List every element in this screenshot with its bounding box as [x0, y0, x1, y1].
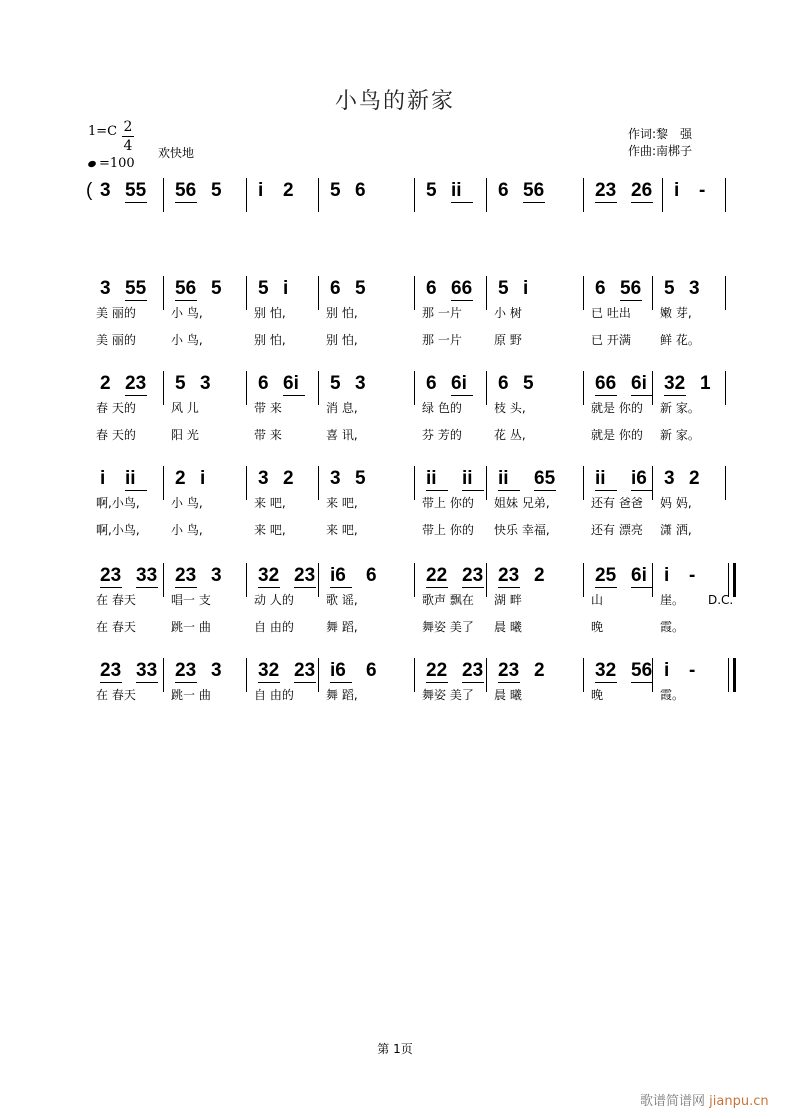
beam-underline	[664, 395, 686, 396]
lyric: 崖。	[660, 593, 685, 607]
barline	[318, 466, 319, 500]
note: ii	[595, 468, 606, 489]
lyric: 喜 讯,	[326, 428, 358, 442]
open-paren: (	[86, 180, 93, 201]
lyric: 舞姿 美了	[422, 688, 474, 702]
note: 32	[595, 660, 617, 681]
lyric: 晨 曦	[494, 688, 522, 702]
barline	[733, 563, 736, 597]
lyric: 已 开满	[591, 333, 631, 347]
barline	[662, 178, 663, 212]
note: 5	[211, 278, 222, 299]
note: 2	[534, 660, 545, 681]
beam-underline	[175, 682, 197, 683]
barline	[652, 276, 653, 310]
barline	[583, 563, 584, 597]
barline	[583, 466, 584, 500]
barline	[486, 658, 487, 692]
lyric: 还有 爸爸	[591, 496, 643, 510]
beam-underline	[631, 587, 653, 588]
note: -	[689, 565, 696, 586]
lyric: 别 怕,	[326, 306, 358, 320]
note: 6	[498, 180, 509, 201]
lyric: 小 鸟,	[171, 306, 203, 320]
note: i	[664, 565, 670, 586]
beam-underline	[595, 682, 617, 683]
key-signature: 1=C	[88, 124, 118, 139]
beam-underline	[451, 202, 473, 203]
lyric: 唱一 支	[171, 593, 211, 607]
lyric: 带 来	[254, 428, 282, 442]
lyric: 跳一 曲	[171, 620, 211, 634]
lyric: 来 吧,	[326, 523, 358, 537]
barline	[725, 178, 726, 212]
lyric: 快乐 幸福,	[494, 523, 550, 537]
lyric: 舞 蹈,	[326, 688, 358, 702]
lyric: 风 儿	[171, 401, 199, 415]
expression-marking: 欢快地	[158, 146, 195, 160]
barline	[486, 563, 487, 597]
beam-underline	[175, 300, 197, 301]
note: 23	[100, 565, 122, 586]
lyric: 霞。	[660, 620, 685, 634]
note: 5	[523, 373, 534, 394]
barline	[414, 658, 415, 692]
note: 26	[631, 180, 653, 201]
beam-underline	[100, 587, 122, 588]
barline	[246, 178, 247, 212]
note: 6i	[631, 373, 647, 394]
note: 5	[426, 180, 437, 201]
note: 3	[100, 180, 111, 201]
barline	[414, 276, 415, 310]
barline	[652, 658, 653, 692]
note: 3	[689, 278, 700, 299]
lyric: 湖 畔	[494, 593, 522, 607]
note: 32	[258, 565, 280, 586]
lyric: 妈 妈,	[660, 496, 692, 510]
note: 23	[462, 565, 484, 586]
barline	[246, 276, 247, 310]
beam-underline	[283, 395, 305, 396]
credits	[628, 126, 692, 160]
note: 65	[534, 468, 556, 489]
lyric: 山	[591, 593, 604, 607]
barline	[733, 658, 736, 692]
lyric: 小 树	[494, 306, 522, 320]
barline	[163, 276, 164, 310]
note: 23	[100, 660, 122, 681]
barline	[318, 178, 319, 212]
watermark-en: jianpu.cn	[709, 1094, 769, 1109]
lyric: 别 怕,	[254, 333, 286, 347]
note: 3	[211, 565, 222, 586]
lyric: 来 吧,	[254, 523, 286, 537]
barline	[246, 371, 247, 405]
lyric: 在 春天	[96, 620, 136, 634]
lyric: 鲜 花。	[660, 333, 700, 347]
lyric: 歌声 飘在	[422, 593, 474, 607]
lyric: 带上 你的	[422, 523, 474, 537]
beam-underline	[631, 490, 653, 491]
note: 56	[175, 278, 197, 299]
note: 5	[355, 468, 366, 489]
note: 3	[258, 468, 269, 489]
beam-underline	[498, 587, 520, 588]
note: 5	[211, 180, 222, 201]
note: 2	[689, 468, 700, 489]
beam-underline	[330, 682, 352, 683]
watermark-cn: 歌谱简谱网	[640, 1094, 706, 1109]
beam-underline	[620, 300, 642, 301]
note: 23	[175, 565, 197, 586]
lyric: 新 家。	[660, 428, 700, 442]
note: 33	[136, 565, 158, 586]
lyric: 来 吧,	[254, 496, 286, 510]
beam-underline	[451, 395, 473, 396]
barline	[583, 276, 584, 310]
beam-underline	[462, 587, 484, 588]
note: 2	[175, 468, 186, 489]
barline	[725, 466, 726, 500]
lyric: 还有 漂亮	[591, 523, 643, 537]
note: 3	[664, 468, 675, 489]
note: 3	[211, 660, 222, 681]
beam-underline	[595, 490, 617, 491]
lyric: 美 丽的	[96, 306, 136, 320]
beam-underline	[125, 490, 147, 491]
lyric: 自 由的	[254, 688, 294, 702]
beam-underline	[462, 490, 484, 491]
lyric: 枝 头,	[494, 401, 526, 415]
beam-underline	[330, 587, 352, 588]
beam-underline	[175, 202, 197, 203]
note: 6	[258, 373, 269, 394]
lyric: 带 来	[254, 401, 282, 415]
beam-underline	[498, 682, 520, 683]
quarter-note-icon	[87, 160, 97, 168]
note: 33	[136, 660, 158, 681]
barline	[652, 563, 653, 597]
beam-underline	[534, 490, 556, 491]
note: i	[200, 468, 206, 489]
barline	[246, 466, 247, 500]
barline	[652, 466, 653, 500]
note: i	[523, 278, 529, 299]
beam-underline	[595, 395, 617, 396]
note: ii	[426, 468, 437, 489]
barline	[318, 658, 319, 692]
beam-underline	[631, 395, 653, 396]
note: 23	[175, 660, 197, 681]
lyric: 阳 光	[171, 428, 199, 442]
lyric: 绿 色的	[422, 401, 462, 415]
note: 23	[462, 660, 484, 681]
note: 55	[125, 180, 147, 201]
lyricist: 作词:黎 强	[628, 127, 693, 141]
note: 23	[498, 565, 520, 586]
beam-underline	[426, 682, 448, 683]
note: i	[283, 278, 289, 299]
note: i	[258, 180, 264, 201]
note: i6	[631, 468, 647, 489]
lyric: 芬 芳的	[422, 428, 462, 442]
barline	[583, 178, 584, 212]
note: 6	[426, 278, 437, 299]
lyric: 在 春天	[96, 688, 136, 702]
barline	[728, 563, 729, 597]
note: 3	[100, 278, 111, 299]
note: 6	[355, 180, 366, 201]
lyric: 小 鸟,	[171, 496, 203, 510]
beam-underline	[595, 587, 617, 588]
watermark	[640, 1090, 769, 1109]
lyric: 新 家。	[660, 401, 700, 415]
barline	[486, 466, 487, 500]
lyric: 那 一片	[422, 333, 462, 347]
note: 6	[366, 565, 377, 586]
lyric: 春 天的	[96, 401, 136, 415]
barline	[486, 178, 487, 212]
barline	[163, 658, 164, 692]
lyric: 别 怕,	[254, 306, 286, 320]
beam-underline	[631, 202, 653, 203]
note: 56	[631, 660, 653, 681]
barline	[163, 178, 164, 212]
note: 5	[330, 180, 341, 201]
beam-underline	[426, 587, 448, 588]
note: 2	[283, 468, 294, 489]
note: 32	[664, 373, 686, 394]
note: 5	[258, 278, 269, 299]
lyric: 歌 谣,	[326, 593, 358, 607]
beam-underline	[426, 490, 448, 491]
lyric: 啊,小鸟,	[96, 496, 140, 510]
lyric: 晚	[591, 620, 604, 634]
barline	[163, 466, 164, 500]
lyric: 自 由的	[254, 620, 294, 634]
barline	[414, 371, 415, 405]
note: 66	[595, 373, 617, 394]
composer: 作曲:南梆子	[628, 144, 693, 158]
tempo-marking	[88, 156, 135, 171]
lyric: 花 丛,	[494, 428, 526, 442]
barline	[163, 563, 164, 597]
lyric: 小 鸟,	[171, 523, 203, 537]
lyric: 舞 蹈,	[326, 620, 358, 634]
note: 5	[498, 278, 509, 299]
note: 5	[355, 278, 366, 299]
lyric: 潇 洒,	[660, 523, 692, 537]
lyric: 已 吐出	[591, 306, 631, 320]
beam-underline	[258, 587, 280, 588]
beam-underline	[451, 300, 473, 301]
lyric: 在 春天	[96, 593, 136, 607]
note: 32	[258, 660, 280, 681]
barline	[318, 371, 319, 405]
note: ii	[462, 468, 473, 489]
barline	[414, 563, 415, 597]
lyric: 别 怕,	[326, 333, 358, 347]
note: 6	[366, 660, 377, 681]
lyric: 姐妹 兄弟,	[494, 496, 550, 510]
song-title: 小鸟的新家	[334, 89, 455, 114]
note: 56	[620, 278, 642, 299]
note: 5	[664, 278, 675, 299]
beam-underline	[498, 490, 520, 491]
note: 56	[523, 180, 545, 201]
time-sig-bottom: 4	[123, 138, 133, 154]
note: 3	[200, 373, 211, 394]
note: 6i	[283, 373, 299, 394]
lyric: 就是 你的	[591, 428, 643, 442]
barline	[246, 563, 247, 597]
beam-underline	[125, 202, 147, 203]
lyric: 就是 你的	[591, 401, 643, 415]
beam-underline	[125, 395, 147, 396]
note: 23	[125, 373, 147, 394]
beam-underline	[631, 682, 653, 683]
beam-underline	[136, 587, 158, 588]
beam-underline	[125, 300, 147, 301]
beam-underline	[294, 587, 316, 588]
barline	[583, 371, 584, 405]
note: ii	[498, 468, 509, 489]
note: -	[699, 180, 706, 201]
barline	[486, 276, 487, 310]
beam-underline	[523, 202, 545, 203]
lyric: 来 吧,	[326, 496, 358, 510]
barline	[725, 276, 726, 310]
lyric: 消 息,	[326, 401, 358, 415]
note: 3	[330, 468, 341, 489]
note: 56	[175, 180, 197, 201]
lyric: 美 丽的	[96, 333, 136, 347]
note: 5	[330, 373, 341, 394]
lyric: 晚	[591, 688, 604, 702]
note: 6	[595, 278, 606, 299]
beam-underline	[136, 682, 158, 683]
note: 23	[498, 660, 520, 681]
note: 22	[426, 565, 448, 586]
beam-underline	[595, 202, 617, 203]
lyric: 原 野	[494, 333, 522, 347]
lyric: 动 人的	[254, 593, 294, 607]
note: ii	[125, 468, 136, 489]
note: 6i	[631, 565, 647, 586]
time-sig-top: 2	[123, 119, 133, 135]
note: 6i	[451, 373, 467, 394]
barline	[652, 371, 653, 405]
barline	[318, 276, 319, 310]
note: 22	[426, 660, 448, 681]
note: -	[689, 660, 696, 681]
note: 5	[175, 373, 186, 394]
lyric: 那 一片	[422, 306, 462, 320]
note: 6	[426, 373, 437, 394]
note: 25	[595, 565, 617, 586]
lyric: 舞姿 美了	[422, 620, 474, 634]
barline	[583, 658, 584, 692]
time-signature	[121, 118, 135, 155]
note: 23	[294, 565, 316, 586]
note: 2	[283, 180, 294, 201]
note: i	[674, 180, 680, 201]
note: 66	[451, 278, 473, 299]
note: 1	[700, 373, 711, 394]
beam-underline	[258, 682, 280, 683]
beam-underline	[462, 682, 484, 683]
barline	[318, 563, 319, 597]
beam-underline	[100, 682, 122, 683]
lyric: 小 鸟,	[171, 333, 203, 347]
note: i6	[330, 565, 346, 586]
barline	[246, 658, 247, 692]
note: i6	[330, 660, 346, 681]
note: ii	[451, 180, 462, 201]
tempo-value: =100	[99, 156, 135, 171]
note: 6	[498, 373, 509, 394]
lyric: 晨 曦	[494, 620, 522, 634]
lyric: 啊,小鸟,	[96, 523, 140, 537]
barline	[414, 466, 415, 500]
note: 23	[294, 660, 316, 681]
note: i	[664, 660, 670, 681]
note: 3	[355, 373, 366, 394]
beam-underline	[294, 682, 316, 683]
barline	[728, 658, 729, 692]
note: 2	[100, 373, 111, 394]
lyric: 跳一 曲	[171, 688, 211, 702]
note: i	[100, 468, 106, 489]
page-number: 第 1页	[377, 1042, 413, 1056]
lyric: 嫩 芽,	[660, 306, 692, 320]
lyric: 霞。	[660, 688, 685, 702]
dc-mark: D.C.	[708, 593, 734, 607]
lyric: 春 天的	[96, 428, 136, 442]
barline	[486, 371, 487, 405]
note: 23	[595, 180, 617, 201]
barline	[725, 371, 726, 405]
note: 55	[125, 278, 147, 299]
note: 2	[534, 565, 545, 586]
barline	[414, 178, 415, 212]
note: 6	[330, 278, 341, 299]
lyric: 带上 你的	[422, 496, 474, 510]
barline	[163, 371, 164, 405]
beam-underline	[175, 587, 197, 588]
